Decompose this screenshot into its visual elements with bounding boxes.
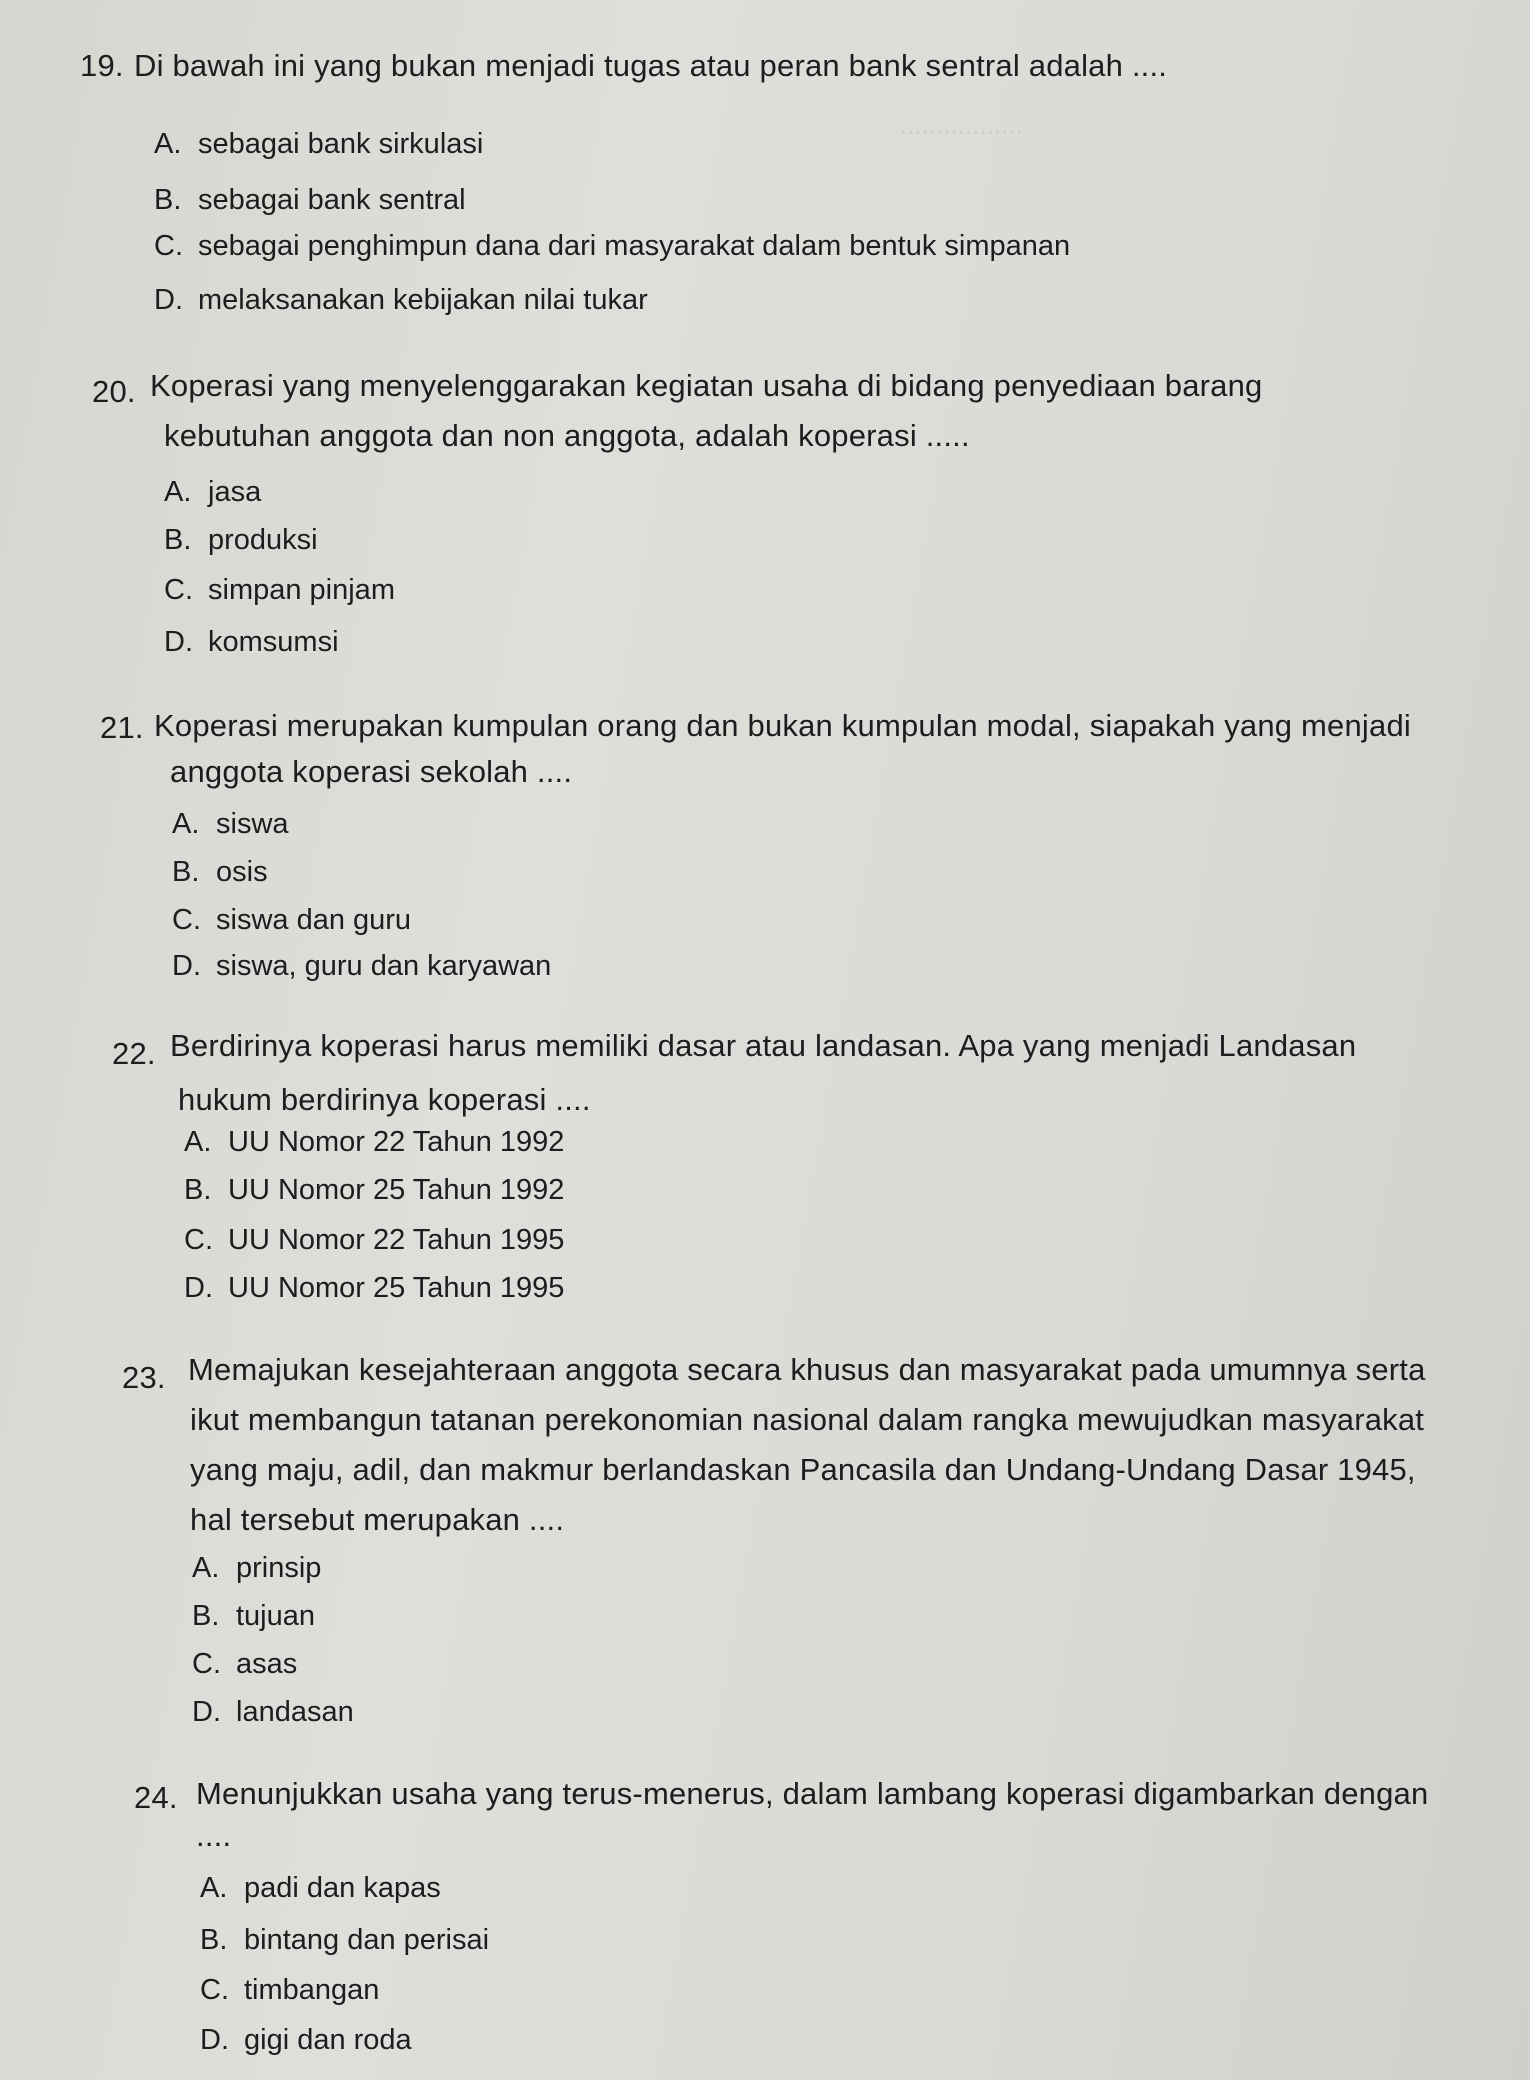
- question-text-line: anggota koperasi sekolah ....: [170, 754, 573, 789]
- option-text: jasa: [208, 476, 262, 508]
- option-text: siswa: [216, 808, 289, 840]
- option-text: bintang dan perisai: [244, 1924, 490, 1956]
- option-letter: A.: [192, 1552, 220, 1584]
- option-text: prinsip: [236, 1552, 322, 1584]
- question-text-line: ....: [196, 1818, 232, 1853]
- option-letter: A.: [164, 476, 192, 508]
- option-b[interactable]: [164, 526, 318, 555]
- option-text: siswa dan guru: [216, 904, 412, 936]
- question-text-line: Memajukan kesejahteraan anggota secara khusus dan masyarakat pada umumnya serta: [188, 1352, 1426, 1387]
- question-text-line: ikut membangun tatanan perekonomian nasional dalam rangka mewujudkan masyarakat: [190, 1402, 1425, 1437]
- option-b[interactable]: [154, 186, 466, 215]
- bleed-through-text: .................: [900, 110, 1023, 140]
- option-text: asas: [236, 1648, 298, 1680]
- option-text: sebagai bank sentral: [198, 184, 466, 216]
- option-d[interactable]: [192, 1698, 354, 1727]
- option-text: UU Nomor 25 Tahun 1995: [228, 1272, 565, 1304]
- option-letter: B.: [154, 184, 182, 216]
- option-letter: B.: [164, 524, 192, 556]
- option-letter: C.: [164, 574, 193, 606]
- option-text: simpan pinjam: [208, 574, 395, 606]
- option-text: sebagai penghimpun dana dari masyarakat dalam bentuk simpanan: [198, 230, 1071, 262]
- option-letter: C.: [192, 1648, 221, 1680]
- option-c[interactable]: [200, 1976, 379, 2005]
- option-text: tujuan: [236, 1600, 316, 1632]
- option-letter: C.: [200, 1974, 229, 2006]
- question-number: 24.: [134, 1780, 178, 1815]
- option-letter: D.: [200, 2024, 229, 2056]
- question-number: 22.: [112, 1036, 156, 1071]
- option-d[interactable]: [164, 628, 339, 657]
- option-letter: C.: [172, 904, 201, 936]
- option-text: gigi dan roda: [244, 2024, 412, 2056]
- option-text: UU Nomor 22 Tahun 1995: [228, 1224, 565, 1256]
- option-letter: C.: [154, 230, 183, 262]
- option-a[interactable]: [192, 1554, 321, 1583]
- question-number: 19.: [80, 48, 124, 83]
- question-text-line: kebutuhan anggota dan non anggota, adalah koperasi .....: [164, 418, 970, 453]
- option-c[interactable]: [192, 1650, 297, 1679]
- option-text: UU Nomor 22 Tahun 1992: [228, 1126, 565, 1158]
- option-text: komsumsi: [208, 626, 339, 658]
- option-d[interactable]: [172, 952, 551, 981]
- option-letter: A.: [184, 1126, 212, 1158]
- option-a[interactable]: [172, 810, 289, 839]
- option-text: sebagai bank sirkulasi: [198, 128, 484, 160]
- option-text: timbangan: [244, 1974, 380, 2006]
- option-text: padi dan kapas: [244, 1872, 441, 1904]
- option-d[interactable]: [200, 2026, 412, 2055]
- option-a[interactable]: [154, 130, 483, 159]
- question-text-line: hal tersebut merupakan ....: [190, 1502, 565, 1537]
- option-d[interactable]: [184, 1274, 564, 1303]
- option-text: melaksanakan kebijakan nilai tukar: [198, 284, 648, 316]
- option-letter: D.: [192, 1696, 221, 1728]
- option-letter: B.: [172, 856, 200, 888]
- question-text-line: Berdirinya koperasi harus memiliki dasar atau landasan. Apa yang menjadi Landasan: [170, 1028, 1357, 1063]
- option-b[interactable]: [200, 1926, 489, 1955]
- option-b[interactable]: [192, 1602, 315, 1631]
- option-text: siswa, guru dan karyawan: [216, 950, 552, 982]
- option-letter: C.: [184, 1224, 213, 1256]
- option-letter: A.: [200, 1872, 228, 1904]
- option-b[interactable]: [172, 858, 268, 887]
- option-text: produksi: [208, 524, 318, 556]
- option-letter: D.: [154, 284, 183, 316]
- option-d[interactable]: [154, 286, 648, 315]
- option-letter: A.: [172, 808, 200, 840]
- option-c[interactable]: [172, 906, 411, 935]
- option-c[interactable]: [154, 232, 1070, 261]
- option-letter: D.: [184, 1272, 213, 1304]
- option-c[interactable]: [184, 1226, 564, 1255]
- question-text-line: Menunjukkan usaha yang terus-menerus, dalam lambang koperasi digambarkan dengan: [196, 1776, 1429, 1811]
- question-text-line: Di bawah ini yang bukan menjadi tugas atau peran bank sentral adalah ....: [134, 48, 1168, 83]
- option-text: osis: [216, 856, 268, 888]
- option-b[interactable]: [184, 1176, 564, 1205]
- option-letter: A.: [154, 128, 182, 160]
- question-number: 21.: [100, 710, 144, 745]
- question-number: 23.: [122, 1360, 166, 1395]
- option-letter: B.: [200, 1924, 228, 1956]
- option-letter: D.: [172, 950, 201, 982]
- question-text-line: hukum berdirinya koperasi ....: [178, 1082, 591, 1117]
- option-letter: B.: [192, 1600, 220, 1632]
- question-text-line: Koperasi merupakan kumpulan orang dan bukan kumpulan modal, siapakah yang menjadi: [154, 708, 1411, 743]
- question-number: 20.: [92, 374, 136, 409]
- option-text: UU Nomor 25 Tahun 1992: [228, 1174, 565, 1206]
- option-a[interactable]: [184, 1128, 564, 1157]
- option-text: landasan: [236, 1696, 354, 1728]
- question-text-line: yang maju, adil, dan makmur berlandaskan Pancasila dan Undang-Undang Dasar 1945,: [190, 1452, 1416, 1487]
- question-text-line: Koperasi yang menyelenggarakan kegiatan usaha di bidang penyediaan barang: [150, 368, 1263, 403]
- option-letter: D.: [164, 626, 193, 658]
- option-a[interactable]: [200, 1874, 441, 1903]
- option-letter: B.: [184, 1174, 212, 1206]
- option-a[interactable]: [164, 478, 261, 507]
- option-c[interactable]: [164, 576, 395, 605]
